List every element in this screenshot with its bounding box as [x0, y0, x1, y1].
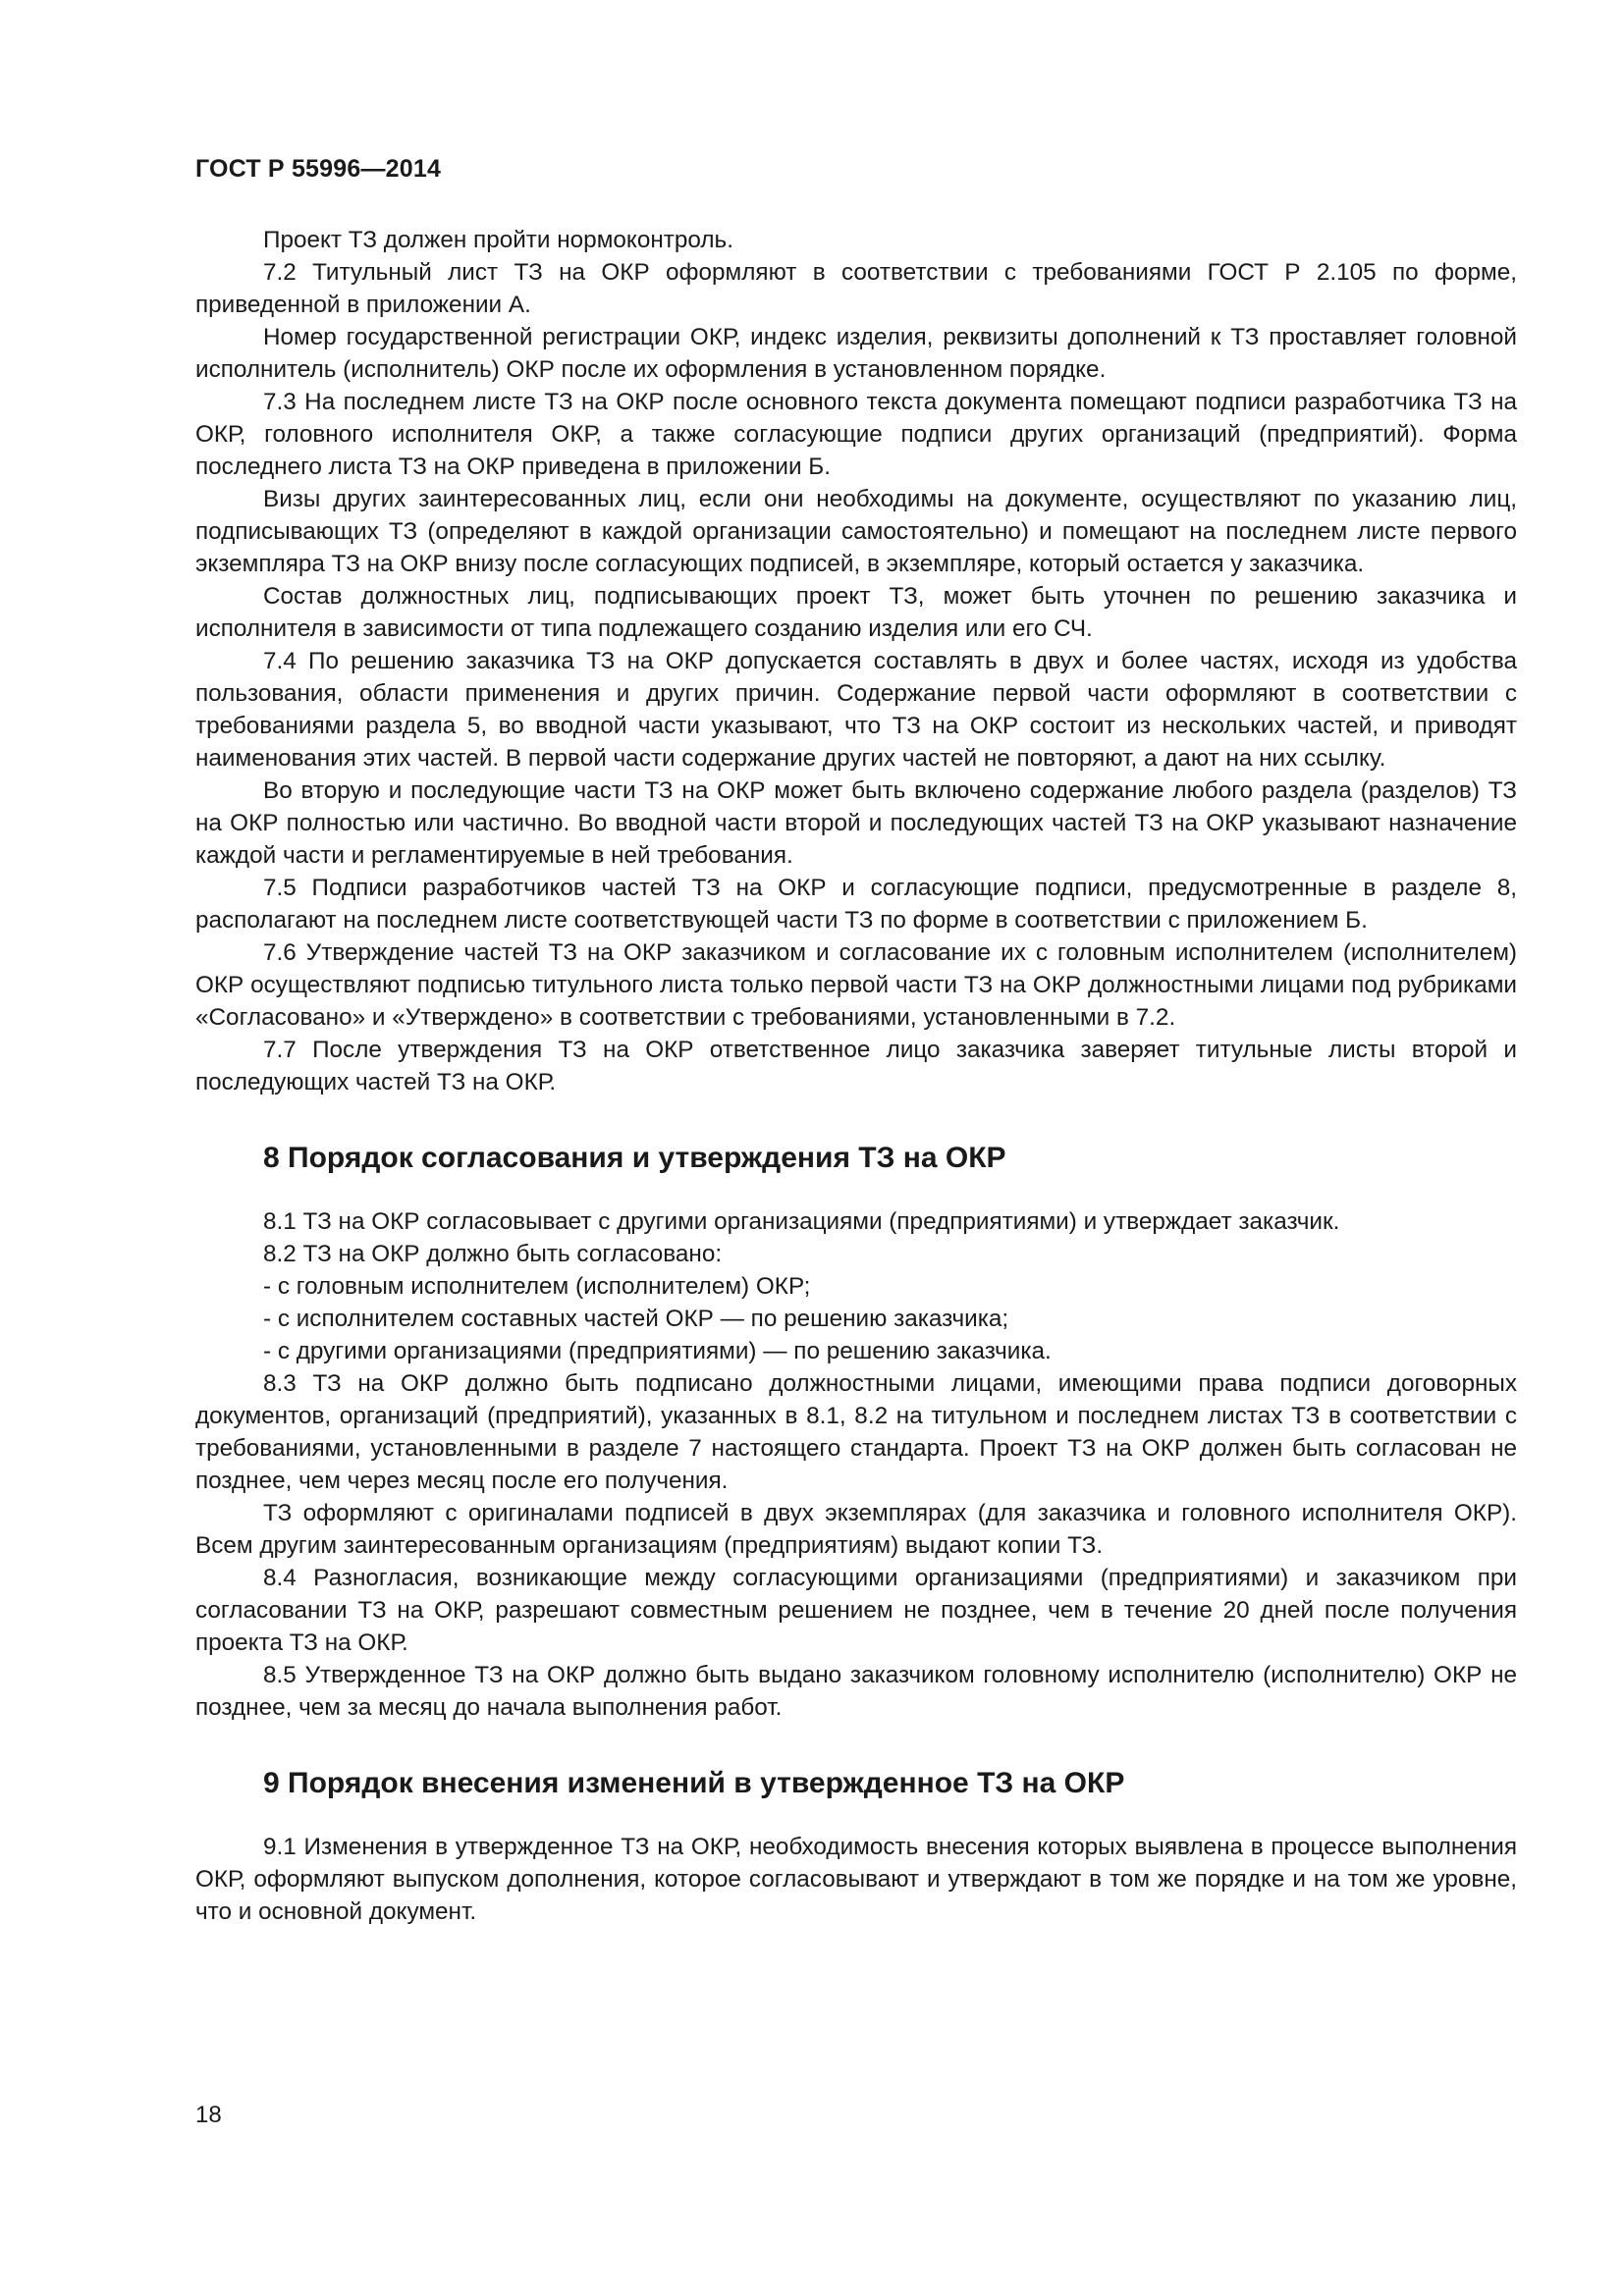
document-header: ГОСТ Р 55996—2014	[195, 155, 442, 183]
list-item: - с другими организациями (предприятиями) — по решению заказчика.	[263, 1338, 1052, 1364]
list-item: - с головным исполнителем (исполнителем) ОКР;	[263, 1273, 811, 1300]
paragraph: 8.5 Утвержденное ТЗ на ОКР должно быть выдано заказчиком головному исполнителю (исполнителю) ОКР не позднее, чем за месяц до начала выполнения работ.	[195, 1662, 1517, 1721]
paragraph: 7.2 Титульный лист ТЗ на ОКР оформляют в соответствии с требованиями ГОСТ Р 2.105 по форме, приведенной в приложении А.	[195, 259, 1517, 318]
paragraph: 7.5 Подписи разработчиков частей ТЗ на ОКР и согласующие подписи, предусмотренные в разделе 8, располагают на последнем листе соответствующей части ТЗ по форме в соответствии с приложением Б.	[195, 875, 1517, 934]
paragraph: Номер государственной регистрации ОКР, индекс изделия, реквизиты дополнений к ТЗ проставляет головной исполнитель (исполнитель) ОКР после их оформления в установленном порядке.	[195, 324, 1517, 383]
spacer	[195, 1098, 1517, 1141]
paragraph: 8.1 ТЗ на ОКР согласовывает с другими организациями (предприятиями) и утверждает заказчик.	[263, 1208, 1340, 1235]
section-8-title: 8 Порядок согласования и утверждения ТЗ на ОКР	[263, 1142, 1006, 1174]
document-body	[195, 224, 1517, 1928]
section-9	[195, 1831, 1517, 1928]
section-8	[195, 1205, 1517, 1724]
paragraph: 7.3 На последнем листе ТЗ на ОКР после основного текста документа помещают подписи разработчика ТЗ на ОКР, головного исполнителя ОКР, а также согласующие подписи других организаций (предприятий). Форма последнего листа ТЗ на ОКР приведена в приложении Б.	[195, 389, 1517, 480]
paragraph: 8.4 Разногласия, возникающие между согласующими организациями (предприятиями) и заказчиком при согласовании ТЗ на ОКР, разрешают совместным решением не позднее, чем в течение 20 дней после получения проекта ТЗ на ОКР.	[195, 1565, 1517, 1656]
paragraph: 9.1 Изменения в утвержденное ТЗ на ОКР, необходимость внесения которых выявлена в процессе выполнения ОКР, оформляют выпуском дополнения, которое согласовывают и утверждают в том же порядке и на том же уровне, что и основной документ.	[195, 1834, 1517, 1925]
page-number: 18	[195, 2102, 222, 2128]
spacer	[195, 1724, 1517, 1766]
section-7-continuation	[195, 224, 1517, 1098]
paragraph: Во вторую и последующие части ТЗ на ОКР может быть включено содержание любого раздела (разделов) ТЗ на ОКР полностью или частично. Во вводной части второй и последующих частей ТЗ на ОКР указывают назначение каждой части и регламентируемые в ней требования.	[195, 777, 1517, 869]
section-9-title: 9 Порядок внесения изменений в утвержденное ТЗ на ОКР	[263, 1767, 1125, 1799]
paragraph: 7.4 По решению заказчика ТЗ на ОКР допускается составлять в двух и более частях, исходя из удобства пользования, области применения и других причин. Содержание первой части оформляют в соответствии с требованиями раздела 5, во вводной части указывают, что ТЗ на ОКР состоит из нескольких частей, и приводят наименования этих частей. В первой части содержание других частей не повторяют, а дают на них ссылку.	[195, 648, 1517, 772]
spacer	[195, 1176, 1517, 1205]
paragraph: 8.2 ТЗ на ОКР должно быть согласовано:	[263, 1241, 723, 1267]
paragraph: 7.6 Утверждение частей ТЗ на ОКР заказчиком и согласование их с головным исполнителем (исполнителем) ОКР осуществляют подписью титульного листа только первой части ТЗ на ОКР должностными лицами под рубриками «Согласовано» и «Утверждено» в соответствии с требованиями, установленными в 7.2.	[195, 939, 1517, 1031]
paragraph: 7.7 После утверждения ТЗ на ОКР ответственное лицо заказчика заверяет титульные листы второй и последующих частей ТЗ на ОКР.	[195, 1037, 1517, 1095]
paragraph: ТЗ оформляют с оригиналами подписей в двух экземплярах (для заказчика и головного исполнителя ОКР). Всем другим заинтересованным организациям (предприятиям) выдают копии ТЗ.	[195, 1500, 1517, 1559]
paragraph: 8.3 ТЗ на ОКР должно быть подписано должностными лицами, имеющими права подписи договорных документов, организаций (предприятий), указанных в 8.1, 8.2 на титульном и последнем листах ТЗ в соответствии с требованиями, установленными в разделе 7 настоящего стандарта. Проект ТЗ на ОКР должен быть согласован не позднее, чем через месяц после его получения.	[195, 1370, 1517, 1494]
paragraph: Проект ТЗ должен пройти нормоконтроль.	[263, 227, 733, 253]
paragraph: Визы других заинтересованных лиц, если они необходимы на документе, осуществляют по указанию лиц, подписывающих ТЗ (определяют в каждой организации самостоятельно) и помещают на последнем листе первого экземпляра ТЗ на ОКР внизу после согласующих подписей, в экземпляре, который остается у заказчика.	[195, 486, 1517, 577]
list-item: - с исполнителем составных частей ОКР — по решению заказчика;	[263, 1306, 1009, 1332]
paragraph: Состав должностных лиц, подписывающих проект ТЗ, может быть уточнен по решению заказчика и исполнителя в зависимости от типа подлежащего созданию изделия или его СЧ.	[195, 583, 1517, 642]
spacer	[195, 1801, 1517, 1831]
